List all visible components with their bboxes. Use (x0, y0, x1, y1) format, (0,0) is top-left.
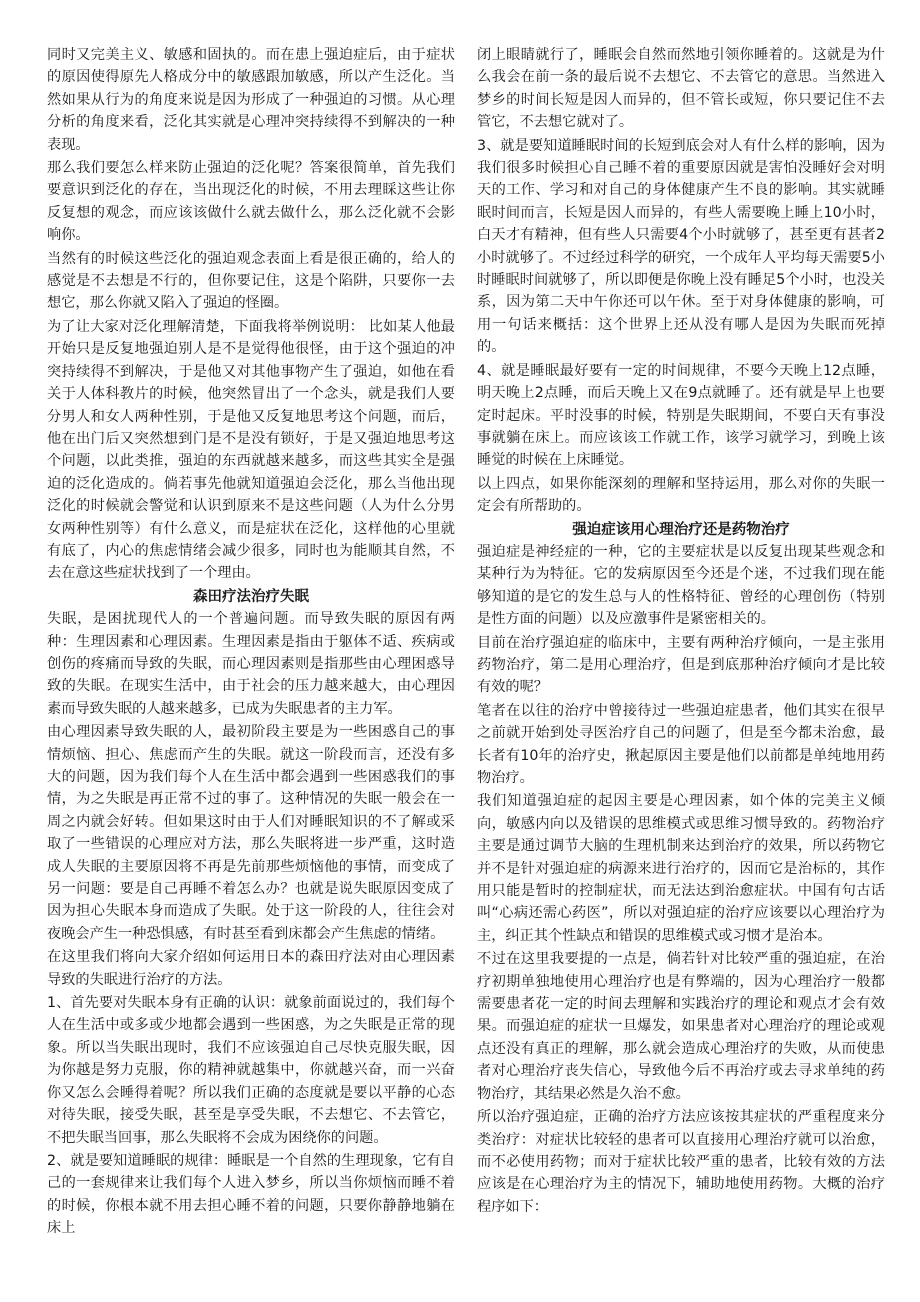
paragraph: 失眠，是困扰现代人的一个普遍问题。而导致失眠的原因有两种：生理因素和心理因素。生理因素是指由于躯体不适、疾病或创伤的疼痛而导致的失眠，而心理因素则是指那些由心理困惑导致的失眠。在现实生活中，由于社会的压力越来越大，由心理因素而导致失眠的人越来越多，已成为失眠患者的主力军。 (47, 611, 455, 717)
paragraph: 1、首先要对失眠本身有正确的认识：就象前面说过的，我们每个人在生活中或多或少地都会遇到一些困惑，为之失眠是正常的现象。所以当失眠出现时，我们不应该强迫自己尽快克服失眠，因为你越是努力克服，你的精神就越集中，你就越兴奋，而一兴奋你又怎么会睡得着呢？所以我们正确的态度就是要以平静的心态对待失眠，接受失眠，甚至是享受失眠，不去想它、不去管它，不把失眠当回事，那么失眠将不会成为困绕你的问题。 (47, 995, 455, 1146)
paragraph: 为了让大家对泛化理解清楚，下面我将举例说明： 比如某人他最开始只是反复地强迫别人是不是觉得他很怪，由于这个强迫的冲突持续得不到解决，于是他又对其他事物产生了强迫，如他在看关于人体科教片的时候，他突然冒出了一个念头，就是我们人要分男人和女人两种性别，于是他又反复地思考这个问题，而后，他在出门后又突然想到门是不是没有锁好，于是又强迫地思考这个问题，以此类推，强迫的东西就越来越多，而这些其实全是强迫的泛化造成的。倘若事先他就知道强迫会泛化，那么当他出现泛化的时候就会警觉和认识到原来不是这些问题（人为什么分男女两种性别等）有什么意义，而是症状在泛化，这样他的心里就有底了，内心的焦虑情绪会减少很多，同时也为能顺其自然，不去在意这些症状找到了一个理由。 (47, 318, 455, 582)
right-column (477, 44, 885, 1219)
paragraph: 当然有的时候这些泛化的强迫观念表面上看是很正确的，给人的感觉是不去想是不行的，但你要记住，这是个陷阱，只要你一去想它，那么你就又陷入了强迫的怪圈。 (47, 250, 455, 312)
paragraph: 我们知道强迫症的起因主要是心理因素，如个体的完美主义倾向，敏感内向以及错误的思维模式或思维习惯导致的。药物治疗主要是通过调节大脑的生理机制来达到治疗的效果，所以药物它并不是针对强迫症的病源来进行治疗的，因而它是治标的，其作用只能是暂时的控制症状，而无法达到治愈症状。中国有句古话叫“心病还需心药医”，所以对强迫症的治疗应该要以心理治疗为主，纠正其个性缺点和错误的思维模式或习惯才是治本。 (477, 793, 885, 944)
paragraph: 2、就是要知道睡眠的规律：睡眠是一个自然的生理现象，它有自己的一套规律来让我们每个人进入梦乡，所以当你烦恼而睡不着的时候，你根本就不用去担心睡不着的问题，只要你静静地躺在床上 (47, 1152, 455, 1237)
paragraph: 由心理因素导致失眠的人，最初阶段主要是为一些困惑自己的事情烦恼、担心、焦虑而产生的失眠。就这一阶段而言，还没有多大的问题，因为我们每个人在生活中都会遇到一些困惑我们的事情，为之失眠是再正常不过的事了。这种情况的失眠一般会在一周之内就会好转。但如果这时由于人们对睡眠知识的不了解或采取了一些错误的心理应对方法，那么失眠将进一步严重，这时造成人失眠的主要原因将不再是先前那些烦恼他的事情，而变成了另一问题：要是自己再睡不着怎么办？也就是说失眠原因变成了因为担心失眠本身而造成了失眠。处于这一阶段的人，往往会对夜晚会产生一种恐惧感，有时甚至看到床都会产生焦虑的情绪。 (47, 724, 455, 942)
paragraph: 那么我们要怎么样来防止强迫的泛化呢？答案很简单，首先我们要意识到泛化的存在，当出现泛化的时候，不用去理睬这些让你反复想的观念，而应该该做什么就去做什么，那么泛化就不会影响你。 (47, 160, 455, 244)
paragraph: 笔者在以往的治疗中曾接待过一些强迫症患者，他们其实在很早之前就开始到处寻医治疗自己的问题了，但是至今都未治愈，最长者有10年的治疗史，揪起原因主要是他们以前都是单纯地用药物治疗。 (477, 702, 885, 786)
paragraph: 闭上眼睛就行了，睡眠会自然而然地引领你睡着的。这就是为什么我会在前一条的最后说不去想它、不去管它的意思。当然进入梦乡的时间长短是因人而异的，但不管长或短，你只要记住不去管它，不去想它就对了。 (477, 47, 885, 131)
section-heading: 森田疗法治疗失眠 (193, 588, 309, 605)
left-column (47, 44, 455, 1241)
paragraph: 不过在这里我要提的一点是，倘若针对比较严重的强迫症，在治疗初期单独地使用心理治疗也是有弊端的，因为心理治疗一般都需要患者花一定的时间去理解和实践治疗的理论和观点才会有效果。而强迫症的症状一旦爆发，如果患者对心理治疗的理论或观点还没有真正的理解，那么就会造成心理治疗的失败，从而使患者对心理治疗丧失信心，导致他今后不再治疗或去寻求单纯的药物治疗，其结果必然是久治不愈。 (477, 951, 885, 1102)
paragraph: 强迫症是神经症的一种，它的主要症状是以反复出现某些观念和某种行为为特征。它的发病原因至今还是个迷，不过我们现在能够知道的是它的发生总与人的性格特征、曾经的心理创伤（特别是性方面的问题）以及应激事件是紧密相关的。 (477, 543, 885, 628)
paragraph: 在这里我们将向大家介绍如何运用日本的森田疗法对由心理因素导致的失眠进行治疗的方法。 (47, 949, 455, 988)
paragraph: 4、就是睡眠最好要有一定的时间规律，不要今天晚上12点睡，明天晚上2点睡，而后天晚上又在9点就睡了。还有就是早上也要定时起床。平时没事的时候，特别是失眠期间，不要白天有事没事就躺在床上。而应该该工作就工作，该学习就学习，到晚上该睡觉的时候在上床睡觉。 (477, 362, 885, 469)
paragraph: 3、就是要知道睡眠时间的长短到底会对人有什么样的影响，因为我们很多时候担心自己睡不着的重要原因就是害怕没睡好会对明天的工作、学习和对自己的身体健康产生不良的影响。其实就睡眠时间而言，长短是因人而异的，有些人需要晚上睡上10小时，白天才有精神，但有些人只需要4个小时就够了，甚至更有甚者2小时就够了。不过经过科学的研究，一个成年人平均每天需要5小时睡眠时间就够了，所以即便是你晚上没有睡足5个小时，也没关系，因为第二天中午你还可以午休。至于对身体健康的影响，可用一句话来概括：这个世界上还从没有哪人是因为失眠而死掉的。 (477, 137, 885, 356)
paragraph: 以上四点，如果你能深刻的理解和坚持运用，那么对你的失眠一定会有所帮助的。 (477, 475, 885, 515)
paragraph: 同时又完美主义、敏感和固执的。而在患上强迫症后，由于症状的原因使得原先人格成分中的敏感跟加敏感，所以产生泛化。当然如果从行为的角度来说是因为形成了一种强迫的习惯。从心理分析的角度来看，泛化其实就是心理冲突持续得不到解决的一种表现。 (47, 47, 455, 153)
section-heading: 强迫症该用心理治疗还是药物治疗 (572, 521, 790, 538)
paragraph: 目前在治疗强迫症的临床中，主要有两种治疗倾向，一是主张用药物治疗，第二是用心理治疗，但是到底那种治疗倾向才是比较有效的呢？ (477, 634, 885, 696)
paragraph: 所以治疗强迫症，正确的治疗方法应该按其症状的严重程度来分类治疗：对症状比较轻的患者可以直接用心理治疗就可以治愈，而不必使用药物；而对于症状比较严重的患者，比较有效的方法应该是在心理治疗为主的情况下，辅助地使用药物。大概的治疗程序如下： (477, 1109, 885, 1215)
